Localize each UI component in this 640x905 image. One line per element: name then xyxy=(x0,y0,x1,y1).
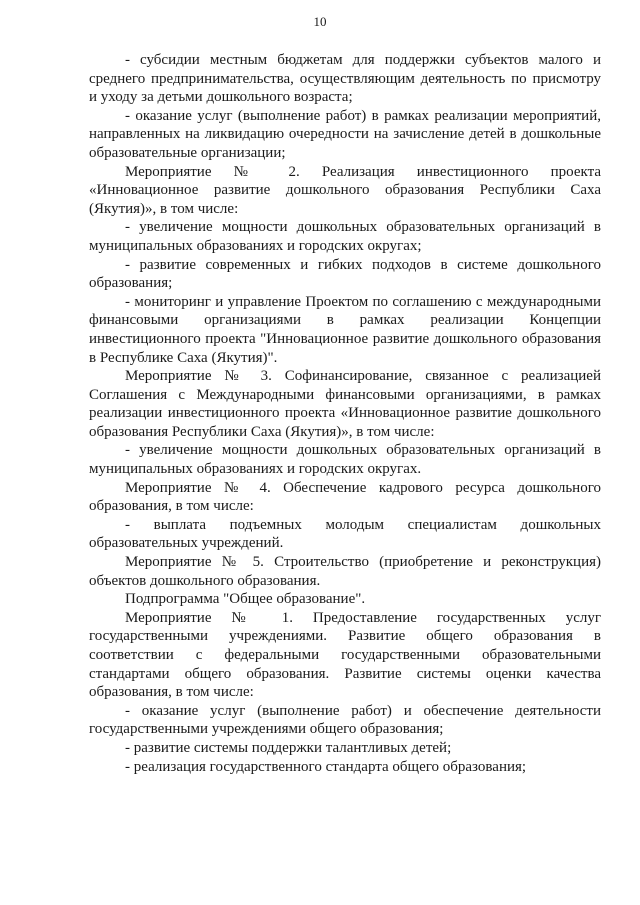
paragraph-talented-children: - развитие системы поддержки талантливых детей; xyxy=(125,739,452,756)
paragraph-general-measure-1: Мероприятие № 1. Предоставление государственных услуг государственными учреждениями. Развитие общего образования в соответствии с федеральными государственными образовательными стандартами общего образования. Развитие системы оценки качества образования, в том числе: xyxy=(89,609,601,701)
paragraph-capacity-increase: - увеличение мощности дошкольных образовательных организаций в муниципальных образованиях и городских округах; xyxy=(89,219,601,254)
paragraph-measure-4: Мероприятие № 4. Обеспечение кадрового ресурса дошкольного образования, в том числе: xyxy=(89,479,601,515)
paragraph-services-queue-liquidation: - оказание услуг (выполнение работ) в рамках реализации мероприятий, направленных на ликвидацию очередности на зачисление детей в дошкольные образовательные организации; xyxy=(89,107,601,161)
paragraph-subprogram-heading: Подпрограмма "Общее образование". xyxy=(125,591,366,608)
paragraph-measure-3: Мероприятие № 3. Софинансирование, связанное с реализацией Соглашения с Международными финансовыми организациями, в рамках реализации инвестиционного проекта «Инновационное развитие дошкольного образования Республики Саха (Якутия)», в том числе: xyxy=(89,368,601,440)
paragraph-state-standard: - реализация государственного стандарта общего образования; xyxy=(125,758,527,775)
document-body xyxy=(89,51,601,776)
paragraph-monitoring-management: - мониторинг и управление Проектом по соглашению с международными финансовыми организациями в рамках реализации Концепции инвестиционного проекта "Инновационное развитие дошкольного образования в Республике Саха (Якутия)". xyxy=(89,293,601,366)
paragraph-capacity-increase-2: - увеличение мощности дошкольных образовательных организаций в муниципальных образованиях и городских округах. xyxy=(89,442,601,478)
paragraph-measure-2: Мероприятие № 2. Реализация инвестиционного проекта «Инновационное развитие дошкольного образования Республики Саха (Якутия)», в том числе: xyxy=(89,163,601,217)
paragraph-young-specialists: - выплата подъемных молодым специалистам дошкольных образовательных учреждений. xyxy=(89,516,601,552)
page-number: 10 xyxy=(313,14,327,29)
paragraph-services-general-education: - оказание услуг (выполнение работ) и обеспечение деятельности государственными учреждениями общего образования; xyxy=(89,702,601,738)
paragraph-subsidies-small-business: - субсидии местным бюджетам для поддержки субъектов малого и среднего предпринимательства, осуществляющим деятельность по присмотру и уходу за детьми дошкольного возраста; xyxy=(89,52,601,106)
paragraph-measure-5: Мероприятие № 5. Строительство (приобретение и реконструкция) объектов дошкольного образования. xyxy=(89,554,601,589)
paragraph-flexible-approaches: - развитие современных и гибких подходов в системе дошкольного образования; xyxy=(89,256,601,292)
